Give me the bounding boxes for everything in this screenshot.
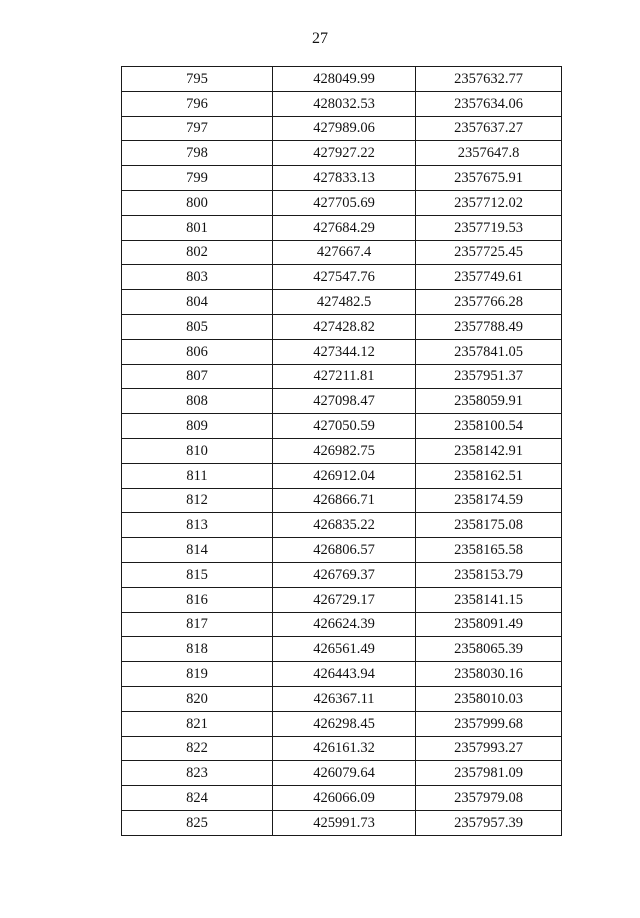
table-row	[122, 513, 562, 538]
table-row	[122, 215, 562, 240]
table-row	[122, 141, 562, 166]
y-coordinate-cell: 2358030.16	[416, 662, 562, 687]
table-row	[122, 662, 562, 687]
x-coordinate-cell: 426443.94	[273, 662, 416, 687]
point-number-cell: 800	[122, 190, 273, 215]
x-coordinate-cell: 426367.11	[273, 686, 416, 711]
x-coordinate-cell: 427098.47	[273, 389, 416, 414]
y-coordinate-cell: 2357634.06	[416, 91, 562, 116]
y-coordinate-cell: 2358175.08	[416, 513, 562, 538]
y-coordinate-cell: 2357999.68	[416, 711, 562, 736]
x-coordinate-cell: 427705.69	[273, 190, 416, 215]
coordinates-table	[121, 66, 562, 836]
y-coordinate-cell: 2358059.91	[416, 389, 562, 414]
page-number: 27	[312, 30, 328, 47]
y-coordinate-cell: 2358091.49	[416, 612, 562, 637]
point-number-cell: 810	[122, 438, 273, 463]
x-coordinate-cell: 426729.17	[273, 587, 416, 612]
y-coordinate-cell: 2358162.51	[416, 463, 562, 488]
point-number-cell: 806	[122, 339, 273, 364]
point-number-cell: 802	[122, 240, 273, 265]
y-coordinate-cell: 2357766.28	[416, 290, 562, 315]
y-coordinate-cell: 2358100.54	[416, 414, 562, 439]
point-number-cell: 797	[122, 116, 273, 141]
x-coordinate-cell: 427547.76	[273, 265, 416, 290]
table-row	[122, 810, 562, 835]
point-number-cell: 814	[122, 538, 273, 563]
y-coordinate-cell: 2357788.49	[416, 314, 562, 339]
table-row	[122, 364, 562, 389]
point-number-cell: 822	[122, 736, 273, 761]
table-row	[122, 438, 562, 463]
x-coordinate-cell: 426624.39	[273, 612, 416, 637]
point-number-cell: 821	[122, 711, 273, 736]
table-row	[122, 339, 562, 364]
point-number-cell: 808	[122, 389, 273, 414]
x-coordinate-cell: 427050.59	[273, 414, 416, 439]
y-coordinate-cell: 2357712.02	[416, 190, 562, 215]
point-number-cell: 812	[122, 488, 273, 513]
y-coordinate-cell: 2358010.03	[416, 686, 562, 711]
y-coordinate-cell: 2357647.8	[416, 141, 562, 166]
x-coordinate-cell: 427989.06	[273, 116, 416, 141]
table-row	[122, 711, 562, 736]
table-row	[122, 736, 562, 761]
table-row	[122, 166, 562, 191]
table-row	[122, 67, 562, 92]
y-coordinate-cell: 2357951.37	[416, 364, 562, 389]
table-row	[122, 265, 562, 290]
x-coordinate-cell: 427344.12	[273, 339, 416, 364]
point-number-cell: 795	[122, 67, 273, 92]
y-coordinate-cell: 2358141.15	[416, 587, 562, 612]
y-coordinate-cell: 2358174.59	[416, 488, 562, 513]
table-row	[122, 488, 562, 513]
x-coordinate-cell: 427667.4	[273, 240, 416, 265]
point-number-cell: 801	[122, 215, 273, 240]
point-number-cell: 804	[122, 290, 273, 315]
point-number-cell: 805	[122, 314, 273, 339]
x-coordinate-cell: 427684.29	[273, 215, 416, 240]
x-coordinate-cell: 425991.73	[273, 810, 416, 835]
point-number-cell: 809	[122, 414, 273, 439]
x-coordinate-cell: 427211.81	[273, 364, 416, 389]
table-row	[122, 761, 562, 786]
point-number-cell: 815	[122, 562, 273, 587]
x-coordinate-cell: 427927.22	[273, 141, 416, 166]
point-number-cell: 816	[122, 587, 273, 612]
table-row	[122, 587, 562, 612]
y-coordinate-cell: 2357637.27	[416, 116, 562, 141]
coordinates-table-body	[122, 67, 562, 836]
x-coordinate-cell: 426769.37	[273, 562, 416, 587]
x-coordinate-cell: 426298.45	[273, 711, 416, 736]
x-coordinate-cell: 427833.13	[273, 166, 416, 191]
y-coordinate-cell: 2357632.77	[416, 67, 562, 92]
point-number-cell: 807	[122, 364, 273, 389]
table-row	[122, 314, 562, 339]
y-coordinate-cell: 2357957.39	[416, 810, 562, 835]
table-row	[122, 562, 562, 587]
table-row	[122, 389, 562, 414]
point-number-cell: 803	[122, 265, 273, 290]
x-coordinate-cell: 427428.82	[273, 314, 416, 339]
table-row	[122, 686, 562, 711]
x-coordinate-cell: 426161.32	[273, 736, 416, 761]
table-row	[122, 786, 562, 811]
point-number-cell: 799	[122, 166, 273, 191]
point-number-cell: 796	[122, 91, 273, 116]
x-coordinate-cell: 426806.57	[273, 538, 416, 563]
x-coordinate-cell: 427482.5	[273, 290, 416, 315]
y-coordinate-cell: 2358153.79	[416, 562, 562, 587]
x-coordinate-cell: 426912.04	[273, 463, 416, 488]
point-number-cell: 817	[122, 612, 273, 637]
point-number-cell: 818	[122, 637, 273, 662]
table-row	[122, 240, 562, 265]
x-coordinate-cell: 426982.75	[273, 438, 416, 463]
y-coordinate-cell: 2357979.08	[416, 786, 562, 811]
table-row	[122, 116, 562, 141]
table-row	[122, 612, 562, 637]
x-coordinate-cell: 426866.71	[273, 488, 416, 513]
table-row	[122, 414, 562, 439]
x-coordinate-cell: 426066.09	[273, 786, 416, 811]
table-row	[122, 538, 562, 563]
y-coordinate-cell: 2358165.58	[416, 538, 562, 563]
x-coordinate-cell: 428049.99	[273, 67, 416, 92]
y-coordinate-cell: 2357981.09	[416, 761, 562, 786]
table-row	[122, 290, 562, 315]
y-coordinate-cell: 2357841.05	[416, 339, 562, 364]
point-number-cell: 823	[122, 761, 273, 786]
table-row	[122, 190, 562, 215]
x-coordinate-cell: 426079.64	[273, 761, 416, 786]
table-row	[122, 463, 562, 488]
point-number-cell: 798	[122, 141, 273, 166]
y-coordinate-cell: 2357993.27	[416, 736, 562, 761]
y-coordinate-cell: 2357725.45	[416, 240, 562, 265]
x-coordinate-cell: 428032.53	[273, 91, 416, 116]
table-row	[122, 637, 562, 662]
x-coordinate-cell: 426835.22	[273, 513, 416, 538]
point-number-cell: 819	[122, 662, 273, 687]
y-coordinate-cell: 2357719.53	[416, 215, 562, 240]
point-number-cell: 820	[122, 686, 273, 711]
y-coordinate-cell: 2358142.91	[416, 438, 562, 463]
y-coordinate-cell: 2357749.61	[416, 265, 562, 290]
point-number-cell: 813	[122, 513, 273, 538]
x-coordinate-cell: 426561.49	[273, 637, 416, 662]
table-row	[122, 91, 562, 116]
y-coordinate-cell: 2357675.91	[416, 166, 562, 191]
point-number-cell: 811	[122, 463, 273, 488]
point-number-cell: 824	[122, 786, 273, 811]
y-coordinate-cell: 2358065.39	[416, 637, 562, 662]
point-number-cell: 825	[122, 810, 273, 835]
